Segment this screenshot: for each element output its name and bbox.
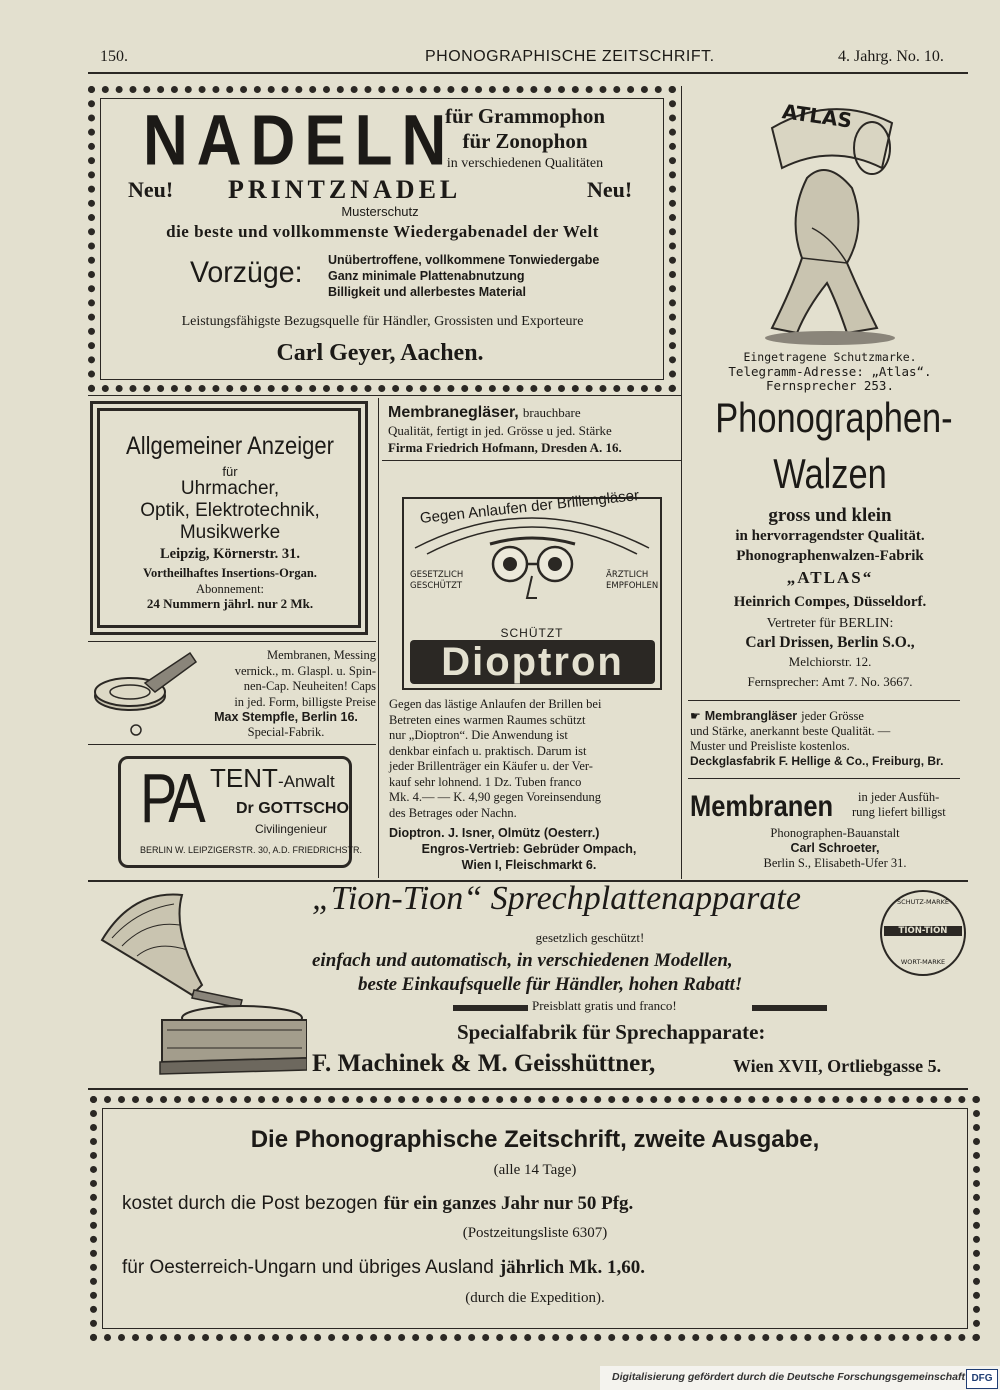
musterschutz: Musterschutz: [341, 204, 419, 219]
atlas-line-4: „ATLAS“: [786, 568, 874, 587]
empfohlen-label: EMPFOHLEN: [606, 581, 659, 591]
schroeter-big: Membranen: [690, 790, 834, 823]
patent-civil: Civilingenieur: [254, 822, 328, 836]
row-rule: [382, 460, 682, 461]
neu-right: Neu!: [587, 177, 633, 202]
stempfle-special: Special-Fabrik.: [247, 725, 325, 739]
dioptron-schuetzt: SCHÜTZT: [482, 626, 582, 641]
geschuetzt-label: GESCHÜTZT: [410, 581, 463, 591]
patent-dr: Dr GOTTSCHO: [236, 800, 349, 817]
stempfle-line: vernick., m. Glaspl. u. Spin-: [234, 663, 376, 678]
anzeiger-line-2: Optik, Elektrotechnik,: [140, 500, 320, 521]
nadeln-line3: in verschiedenen Qualitäten: [446, 156, 604, 171]
ad-hellige: [690, 708, 965, 769]
vorzuege-label: Vorzüge:: [190, 256, 303, 289]
schroeter-line-5: Berlin S., Elisabeth-Ufer 31.: [763, 856, 907, 870]
hellige-headline: Membrangläser: [704, 709, 798, 723]
section-rule: [88, 1088, 968, 1090]
dioptron-vendor: Dioptron. J. Isner, Olmütz (Oesterr.): [389, 826, 600, 840]
tiontion-address: Wien XVII, Ortliebgasse 5.: [733, 1056, 942, 1076]
tiontion-seal: [880, 890, 966, 976]
schroeter-line-3: Phonographen-Bauanstalt: [770, 826, 900, 840]
dioptron-text-line: des Betrages oder Nachn.: [389, 805, 517, 820]
patent-tent: TENT: [210, 763, 278, 793]
schroeter-line-1: in jeder Ausfüh-: [858, 790, 940, 804]
neu-left: Neu!: [128, 177, 174, 202]
hellige-line-3: Muster und Preisliste kostenlos.: [690, 739, 850, 753]
journal-title: PHONOGRAPHISCHE ZEITSCHRIFT.: [425, 48, 715, 65]
tiontion-line-2: beste Einkaufsquelle für Händler, hohen Rabatt!: [358, 974, 743, 995]
hellige-size: jeder Grösse: [801, 709, 864, 723]
row-rule: [88, 641, 376, 642]
volume-number: 4. Jahrg. No. 10.: [838, 48, 944, 65]
tiontion-firm: F. Machinek & M. Geisshüttner,: [312, 1050, 656, 1077]
nadeln-claim: die beste und vollkommenste Wiedergabenadel der Welt: [166, 222, 599, 241]
stempfle-firm: Max Stempfle, Berlin 16.: [214, 710, 358, 724]
zeitschrift-line-1b: für ein ganzes Jahr nur 50 Pfg.: [383, 1193, 634, 1214]
anzeiger-title: Allgemeiner Anzeiger: [126, 432, 334, 460]
zeitschrift-line-1a: kostet durch die Post bezogen: [122, 1193, 378, 1214]
seal-bottom-text: WORT-MARKE: [900, 958, 946, 966]
atlas-line-5: Heinrich Compes, Düsseldorf.: [733, 594, 927, 610]
dioptron-right-small: [606, 570, 658, 592]
hofmann-brauchbare: brauchbare: [522, 405, 581, 420]
column-rule: [378, 398, 379, 878]
seal-top-text: SCHUTZ-MARKE: [897, 898, 949, 906]
header-rule: [88, 72, 968, 74]
dioptron-text-line: jeder Brillenträger ein Käufer u. der Ver-: [389, 759, 593, 773]
anzeiger-line-7: 24 Nummern jährl. nur 2 Mk.: [146, 596, 314, 611]
nadeln-title: NADELN: [143, 101, 456, 181]
footer-credit: Digitalisierung gefördert durch die Deutsche Forschungsgemeinschaft: [612, 1371, 965, 1383]
vorzug-item: Ganz minimale Plattenabnutzung: [328, 269, 525, 283]
atlas-title-2: Walzen: [773, 450, 887, 497]
atlas-line-2: in hervorragendster Qualität.: [735, 528, 925, 544]
atlas-trademark: Eingetragene Schutzmarke.: [743, 350, 917, 364]
dioptron-text-line: Betreten eines warmen Raumes schützt: [389, 712, 586, 727]
anzeiger-line-5: Vortheilhaftes Insertions-Organ.: [143, 566, 317, 580]
zeitschrift-line-1: [122, 1192, 633, 1215]
atlas-line-6: Vertreter für BERLIN:: [766, 616, 894, 631]
tiontion-line-3: Preisblatt gratis und franco!: [532, 998, 677, 1013]
dioptron-left-small: [410, 570, 463, 592]
tiontion-line-1: einfach und automatisch, in verschiedenen Modellen,: [312, 950, 733, 971]
dioptron-text-line: nur „Dioptron“. Die Anwendung ist: [389, 728, 568, 742]
atlas-line-7: Carl Drissen, Berlin S.O.,: [745, 634, 915, 651]
atlas-line-3: Phonographenwalzen-Fabrik: [736, 548, 924, 564]
column-rule: [681, 86, 682, 879]
hofmann-headline: Membranegläser,: [388, 404, 519, 421]
patent-address: BERLIN W. LEIPZIGERSTR. 30, A.D. FRIEDRICHSTR.: [140, 845, 363, 855]
dioptron-text-line: kauf sehr lohnend. 1 Dz. Tuben franco: [389, 774, 582, 789]
atlas-line-1: gross und klein: [768, 505, 892, 526]
row-rule: [88, 395, 682, 396]
anzeiger-line-4: Leipzig, Körnerstr. 31.: [159, 546, 300, 562]
atlas-line-9: Fernsprecher: Amt 7. No. 3667.: [747, 674, 913, 689]
zeitschrift-title: Die Phonographische Zeitschrift, zweite Ausgabe,: [250, 1126, 820, 1153]
zeitschrift-line-3a: für Oesterreich-Ungarn und übriges Ausland: [122, 1257, 494, 1278]
zeitschrift-line-2: (Postzeitungsliste 6307): [462, 1225, 608, 1241]
anzeiger-line-3: Musikwerke: [179, 522, 281, 543]
zeitschrift-line-3b: jährlich Mk. 1,60.: [499, 1257, 645, 1278]
tiontion-line-4: Specialfabrik für Sprechapparate:: [457, 1020, 766, 1044]
atlas-telegram: Telegramm-Adresse: „Atlas“.: [728, 364, 932, 379]
stempfle-line: in jed. Form, billigste Preise: [234, 694, 376, 709]
schroeter-line-4: Carl Schroeter,: [790, 841, 880, 855]
row-rule: [688, 700, 960, 701]
tiontion-protected: gesetzlich geschützt!: [535, 930, 645, 945]
seal-mid-text: TION-TION: [884, 926, 962, 936]
zeitschrift-line-3: [122, 1256, 645, 1279]
atlas-phone: Fernsprecher 253.: [766, 378, 894, 393]
vorzug-item: Unübertroffene, vollkommene Tonwiedergabe: [328, 253, 600, 267]
tiontion-title: „Tion-Tion“ Sprechplattenapparate: [312, 880, 801, 917]
membrane-illustration: [90, 648, 198, 740]
hofmann-line-2: Qualität, fertigt in jed. Grösse u jed. Stärke: [388, 423, 612, 438]
stempfle-line: nen-Cap. Neuheiten! Caps: [243, 679, 376, 693]
aerztlich-label: ÄRZTLICH: [606, 570, 649, 580]
atlas-logo-text: ATLAS: [780, 99, 854, 133]
product-name: PRINTZNADEL: [228, 175, 462, 204]
dfg-logo: DFG: [966, 1369, 998, 1389]
page-number: 150.: [100, 48, 128, 65]
dioptron-text-line: Gegen das lästige Anlaufen der Brillen bei: [389, 697, 602, 711]
glasses-face-illustration: [475, 536, 590, 616]
hellige-line-4: Deckglasfabrik F. Hellige & Co., Freiburg, Br.: [690, 754, 944, 768]
anzeiger-fuer: für: [222, 464, 238, 479]
dioptron-address: Wien I, Fleischmarkt 6.: [461, 858, 597, 872]
anzeiger-line-6: Abonnement:: [195, 582, 265, 596]
dioptron-arc-text: Gegen Anlaufen der Brillengläser: [419, 487, 640, 527]
nadeln-firm: Carl Geyer, Aachen.: [276, 340, 484, 366]
dioptron-brand: Dioptron: [410, 640, 655, 684]
dioptron-engros: Engros-Vertrieb: Gebrüder Ompach,: [421, 842, 637, 856]
bar-left: [453, 1005, 528, 1011]
patent-anwalt: -Anwalt: [278, 772, 335, 791]
gesetzlich-label: GESETZLICH: [410, 570, 464, 580]
dioptron-text: [389, 697, 679, 821]
zeitschrift-sub: (alle 14 Tage): [493, 1162, 577, 1178]
bar-right: [752, 1005, 827, 1011]
zeitschrift-line-4: (durch die Expedition).: [465, 1290, 605, 1306]
row-rule: [688, 778, 960, 779]
hellige-icon: ☛: [690, 709, 701, 723]
anzeiger-line-1: Uhrmacher,: [180, 478, 280, 499]
gramophone-illustration: [92, 890, 307, 1080]
vorzug-item: Billigkeit und allerbestes Material: [328, 285, 526, 299]
hellige-line-2: und Stärke, anerkannt beste Qualität. —: [690, 724, 891, 738]
patent-pa: PA: [140, 759, 201, 837]
ad-hofmann: [388, 404, 678, 456]
vorzuege-list: [328, 252, 599, 300]
nadeln-line1: für Grammophon: [444, 104, 606, 128]
row-rule: [88, 744, 376, 745]
stempfle-text: [196, 648, 376, 710]
dioptron-text-line: denkbar einfach u. praktisch. Darum ist: [389, 743, 587, 758]
nadeln-source: Leistungsfähigste Bezugsquelle für Händler, Grossisten und Exporteure: [181, 314, 584, 329]
dioptron-text-line: Mk. 4.— — K. 4,90 gegen Voreinsendung: [389, 790, 602, 804]
atlas-title-1: Phonographen-: [715, 394, 953, 441]
nadeln-line2: für Zonophon: [462, 129, 588, 153]
stempfle-line: Membranen, Messing: [266, 648, 376, 662]
schroeter-line-2: rung liefert billigst: [852, 805, 946, 819]
atlas-line-8: Melchiorstr. 12.: [788, 654, 872, 669]
hofmann-line-3: Firma Friedrich Hofmann, Dresden A. 16.: [388, 440, 622, 455]
